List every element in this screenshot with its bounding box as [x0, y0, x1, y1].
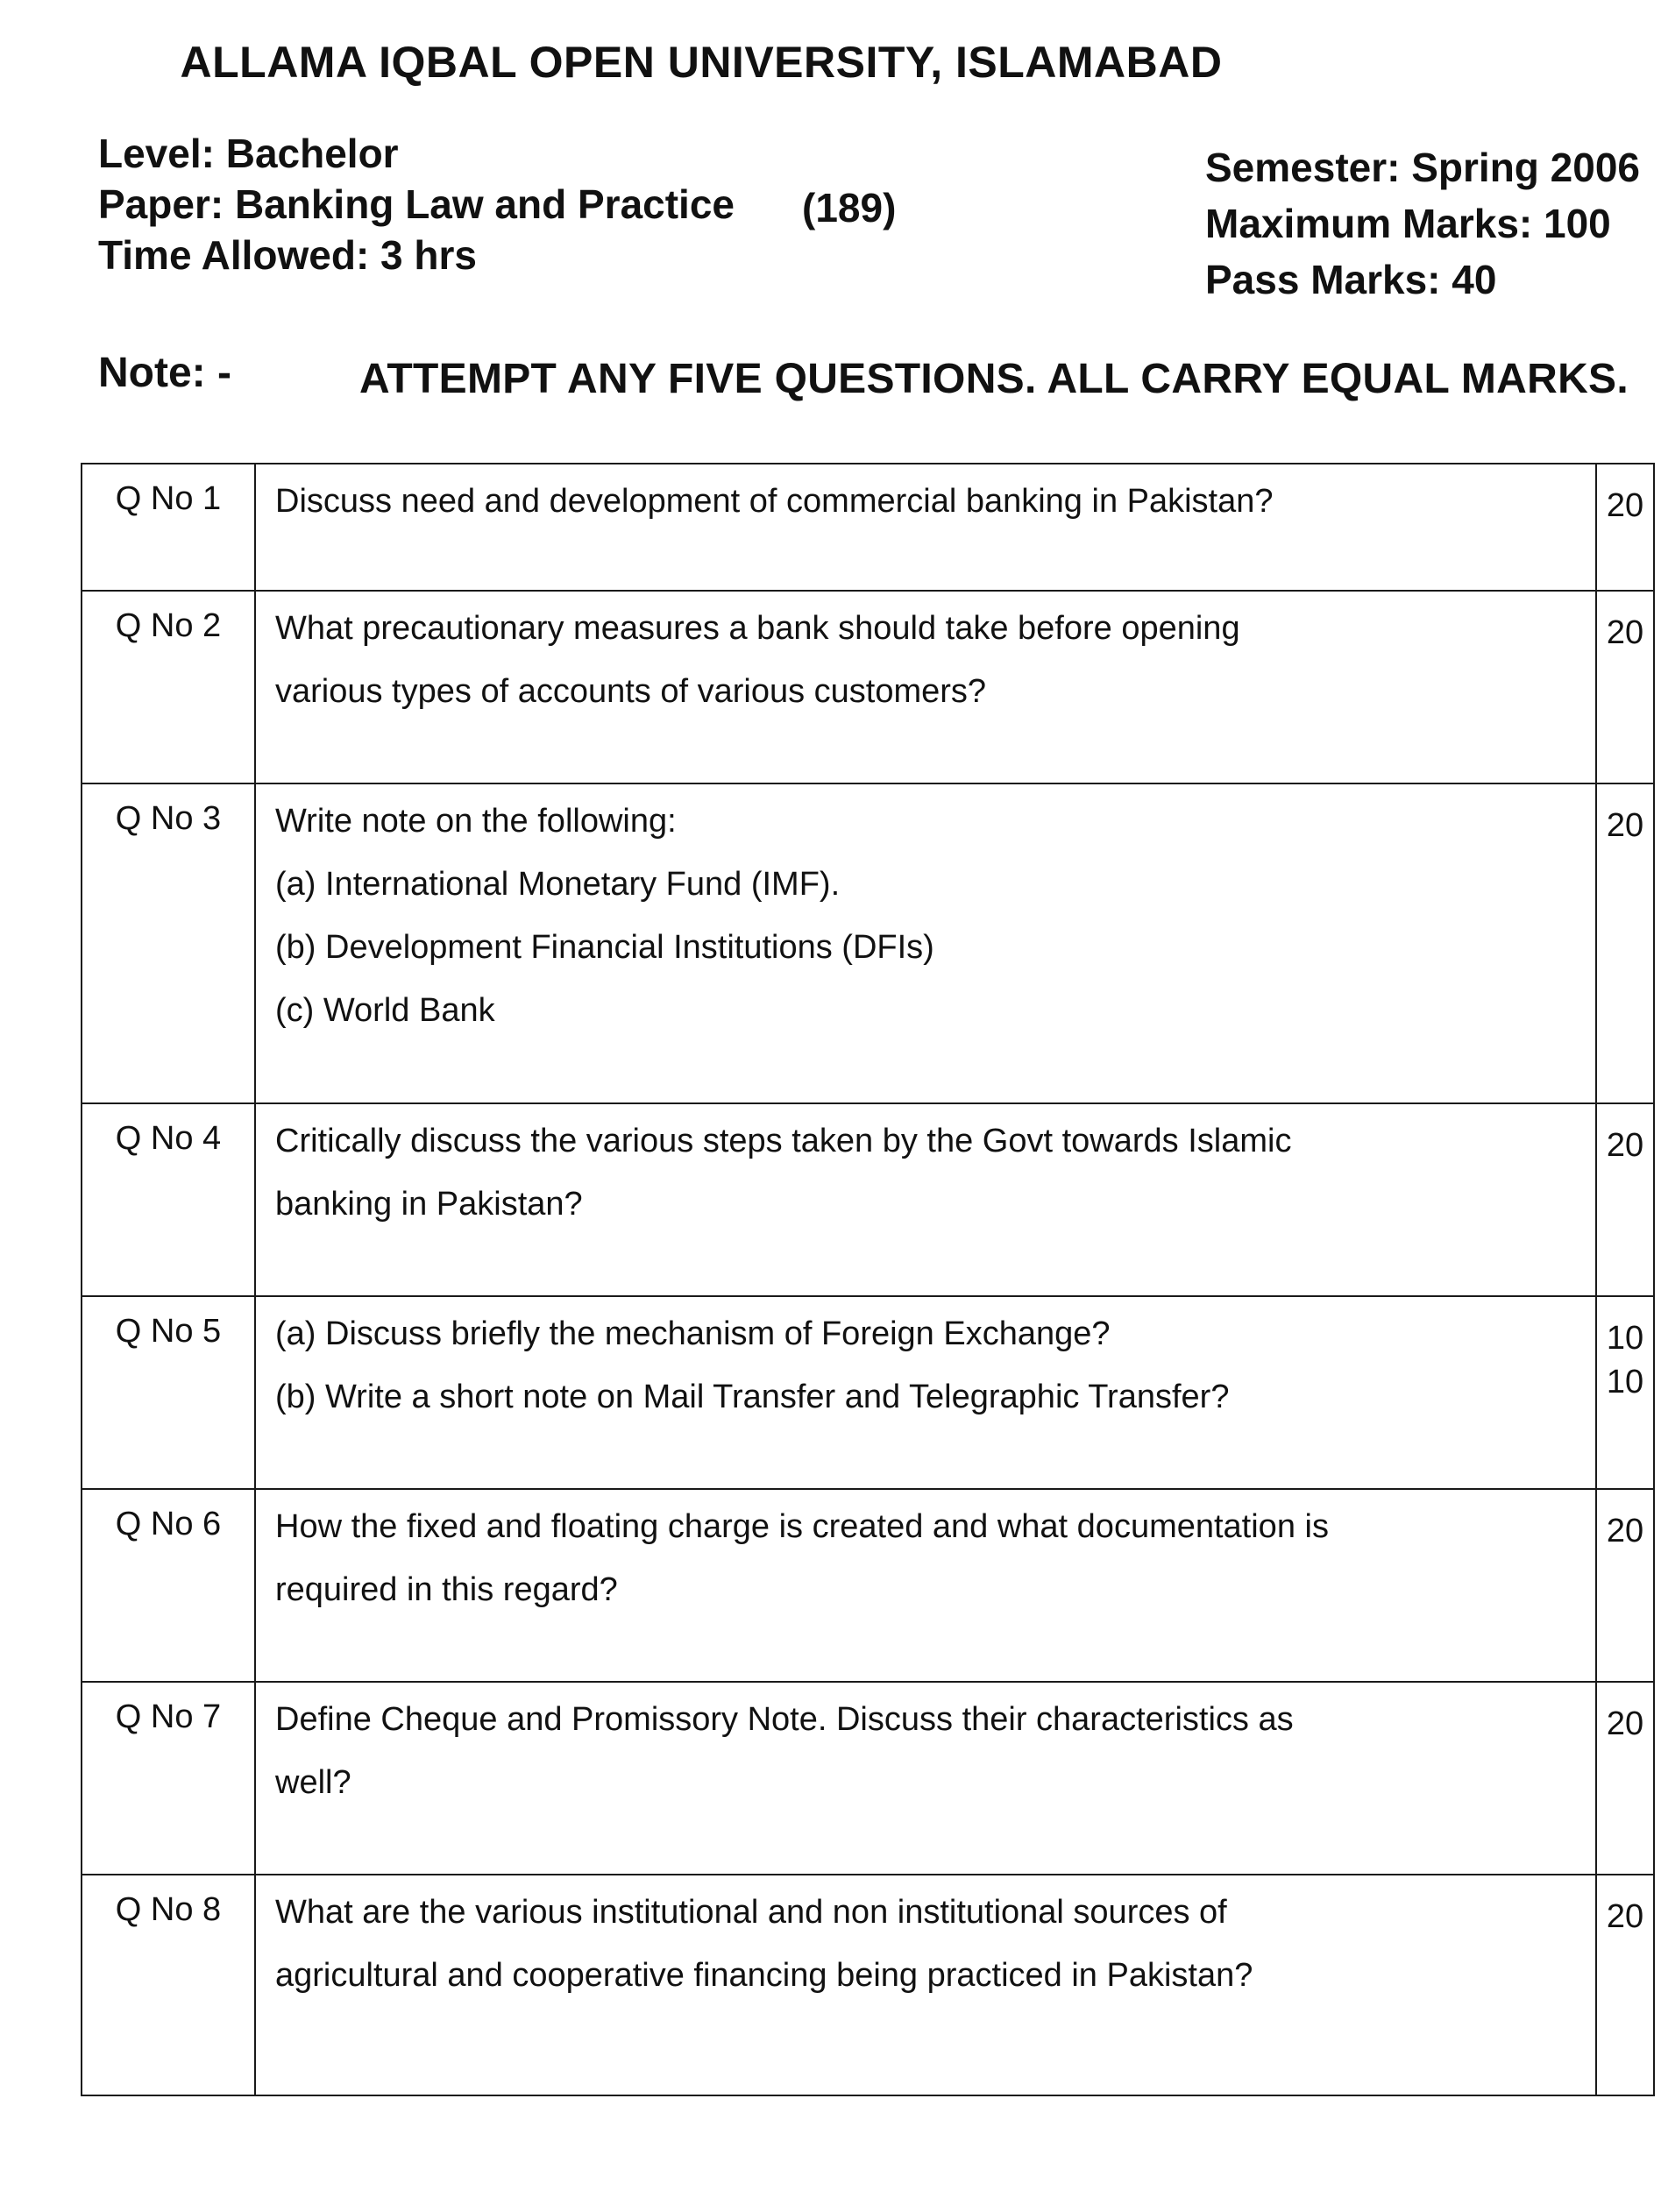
question-line: (b) Write a short note on Mail Transfer and Telegraphic Transfer?	[275, 1379, 1230, 1415]
time-allowed-label: Time Allowed: 3 hrs	[98, 232, 477, 278]
questions-table	[81, 463, 1655, 2096]
question-line: various types of accounts of various customers?	[275, 673, 987, 710]
question-line: What precautionary measures a bank should take before opening	[275, 610, 1240, 647]
question-number: Q No 5	[82, 1296, 255, 1489]
questions-table-body	[82, 464, 1654, 2095]
pass-marks-label: Pass Marks: 40	[1205, 257, 1497, 302]
marks-value: 20	[1606, 1127, 1644, 1164]
marks-value: 20	[1606, 1513, 1644, 1549]
question-row	[82, 1875, 1654, 2095]
question-marks	[1596, 464, 1654, 591]
note-label: Note: -	[98, 350, 231, 396]
marks-value: 10	[1606, 1364, 1644, 1400]
marks-value: 20	[1606, 1898, 1644, 1935]
paper-code: (189)	[802, 185, 897, 230]
paper-details	[98, 133, 735, 286]
question-row	[82, 783, 1654, 1103]
question-number: Q No 1	[82, 464, 255, 591]
paper-label: Paper: Banking Law and Practice	[98, 181, 735, 227]
note-instruction: ATTEMPT ANY FIVE QUESTIONS. ALL CARRY EQUAL MARKS.	[359, 356, 1629, 402]
question-number: Q No 6	[82, 1489, 255, 1682]
marks-value: 20	[1606, 1705, 1644, 1742]
question-text	[255, 464, 1596, 591]
question-text	[255, 783, 1596, 1103]
question-marks	[1596, 783, 1654, 1103]
question-row	[82, 1682, 1654, 1875]
question-line: banking in Pakistan?	[275, 1186, 583, 1223]
question-number: Q No 4	[82, 1103, 255, 1296]
question-line: Define Cheque and Promissory Note. Discuss their characteristics as	[275, 1701, 1294, 1738]
question-number: Q No 3	[82, 783, 255, 1103]
question-text	[255, 1296, 1596, 1489]
question-row	[82, 1103, 1654, 1296]
question-marks	[1596, 1103, 1654, 1296]
question-marks	[1596, 1489, 1654, 1682]
level-label: Level: Bachelor	[98, 131, 399, 176]
question-marks	[1596, 591, 1654, 783]
question-row	[82, 1489, 1654, 1682]
marks-value: 20	[1606, 487, 1644, 524]
question-text	[255, 591, 1596, 783]
question-line: What are the various institutional and non institutional sources of	[275, 1894, 1227, 1931]
question-text	[255, 1875, 1596, 2095]
question-marks	[1596, 1875, 1654, 2095]
question-marks	[1596, 1682, 1654, 1875]
exam-details	[1205, 147, 1640, 315]
semester-label: Semester: Spring 2006	[1205, 145, 1641, 190]
question-row	[82, 1296, 1654, 1489]
marks-value: 10	[1606, 1320, 1644, 1357]
question-line: (a) Discuss briefly the mechanism of Foreign Exchange?	[275, 1315, 1111, 1352]
question-line: Write note on the following:	[275, 803, 677, 840]
marks-value: 20	[1606, 807, 1644, 844]
question-marks	[1596, 1296, 1654, 1489]
question-line: agricultural and cooperative financing being practiced in Pakistan?	[275, 1957, 1253, 1994]
question-line: (c) World Bank	[275, 992, 495, 1029]
question-number: Q No 2	[82, 591, 255, 783]
question-line: (b) Development Financial Institutions (DFIs)	[275, 929, 934, 966]
university-title: ALLAMA IQBAL OPEN UNIVERSITY, ISLAMABAD	[180, 38, 1223, 87]
question-line: well?	[275, 1764, 351, 1801]
question-line: Critically discuss the various steps taken by the Govt towards Islamic	[275, 1123, 1292, 1159]
question-row	[82, 591, 1654, 783]
question-text	[255, 1103, 1596, 1296]
question-line: How the fixed and floating charge is created and what documentation is	[275, 1508, 1329, 1545]
question-number: Q No 8	[82, 1875, 255, 2095]
question-line: Discuss need and development of commercial banking in Pakistan?	[275, 483, 1274, 520]
marks-value: 20	[1606, 614, 1644, 651]
question-line: required in this regard?	[275, 1571, 618, 1608]
question-text	[255, 1489, 1596, 1682]
question-text	[255, 1682, 1596, 1875]
question-row	[82, 464, 1654, 591]
question-line: (a) International Monetary Fund (IMF).	[275, 866, 841, 903]
question-number: Q No 7	[82, 1682, 255, 1875]
maximum-marks-label: Maximum Marks: 100	[1205, 201, 1611, 246]
